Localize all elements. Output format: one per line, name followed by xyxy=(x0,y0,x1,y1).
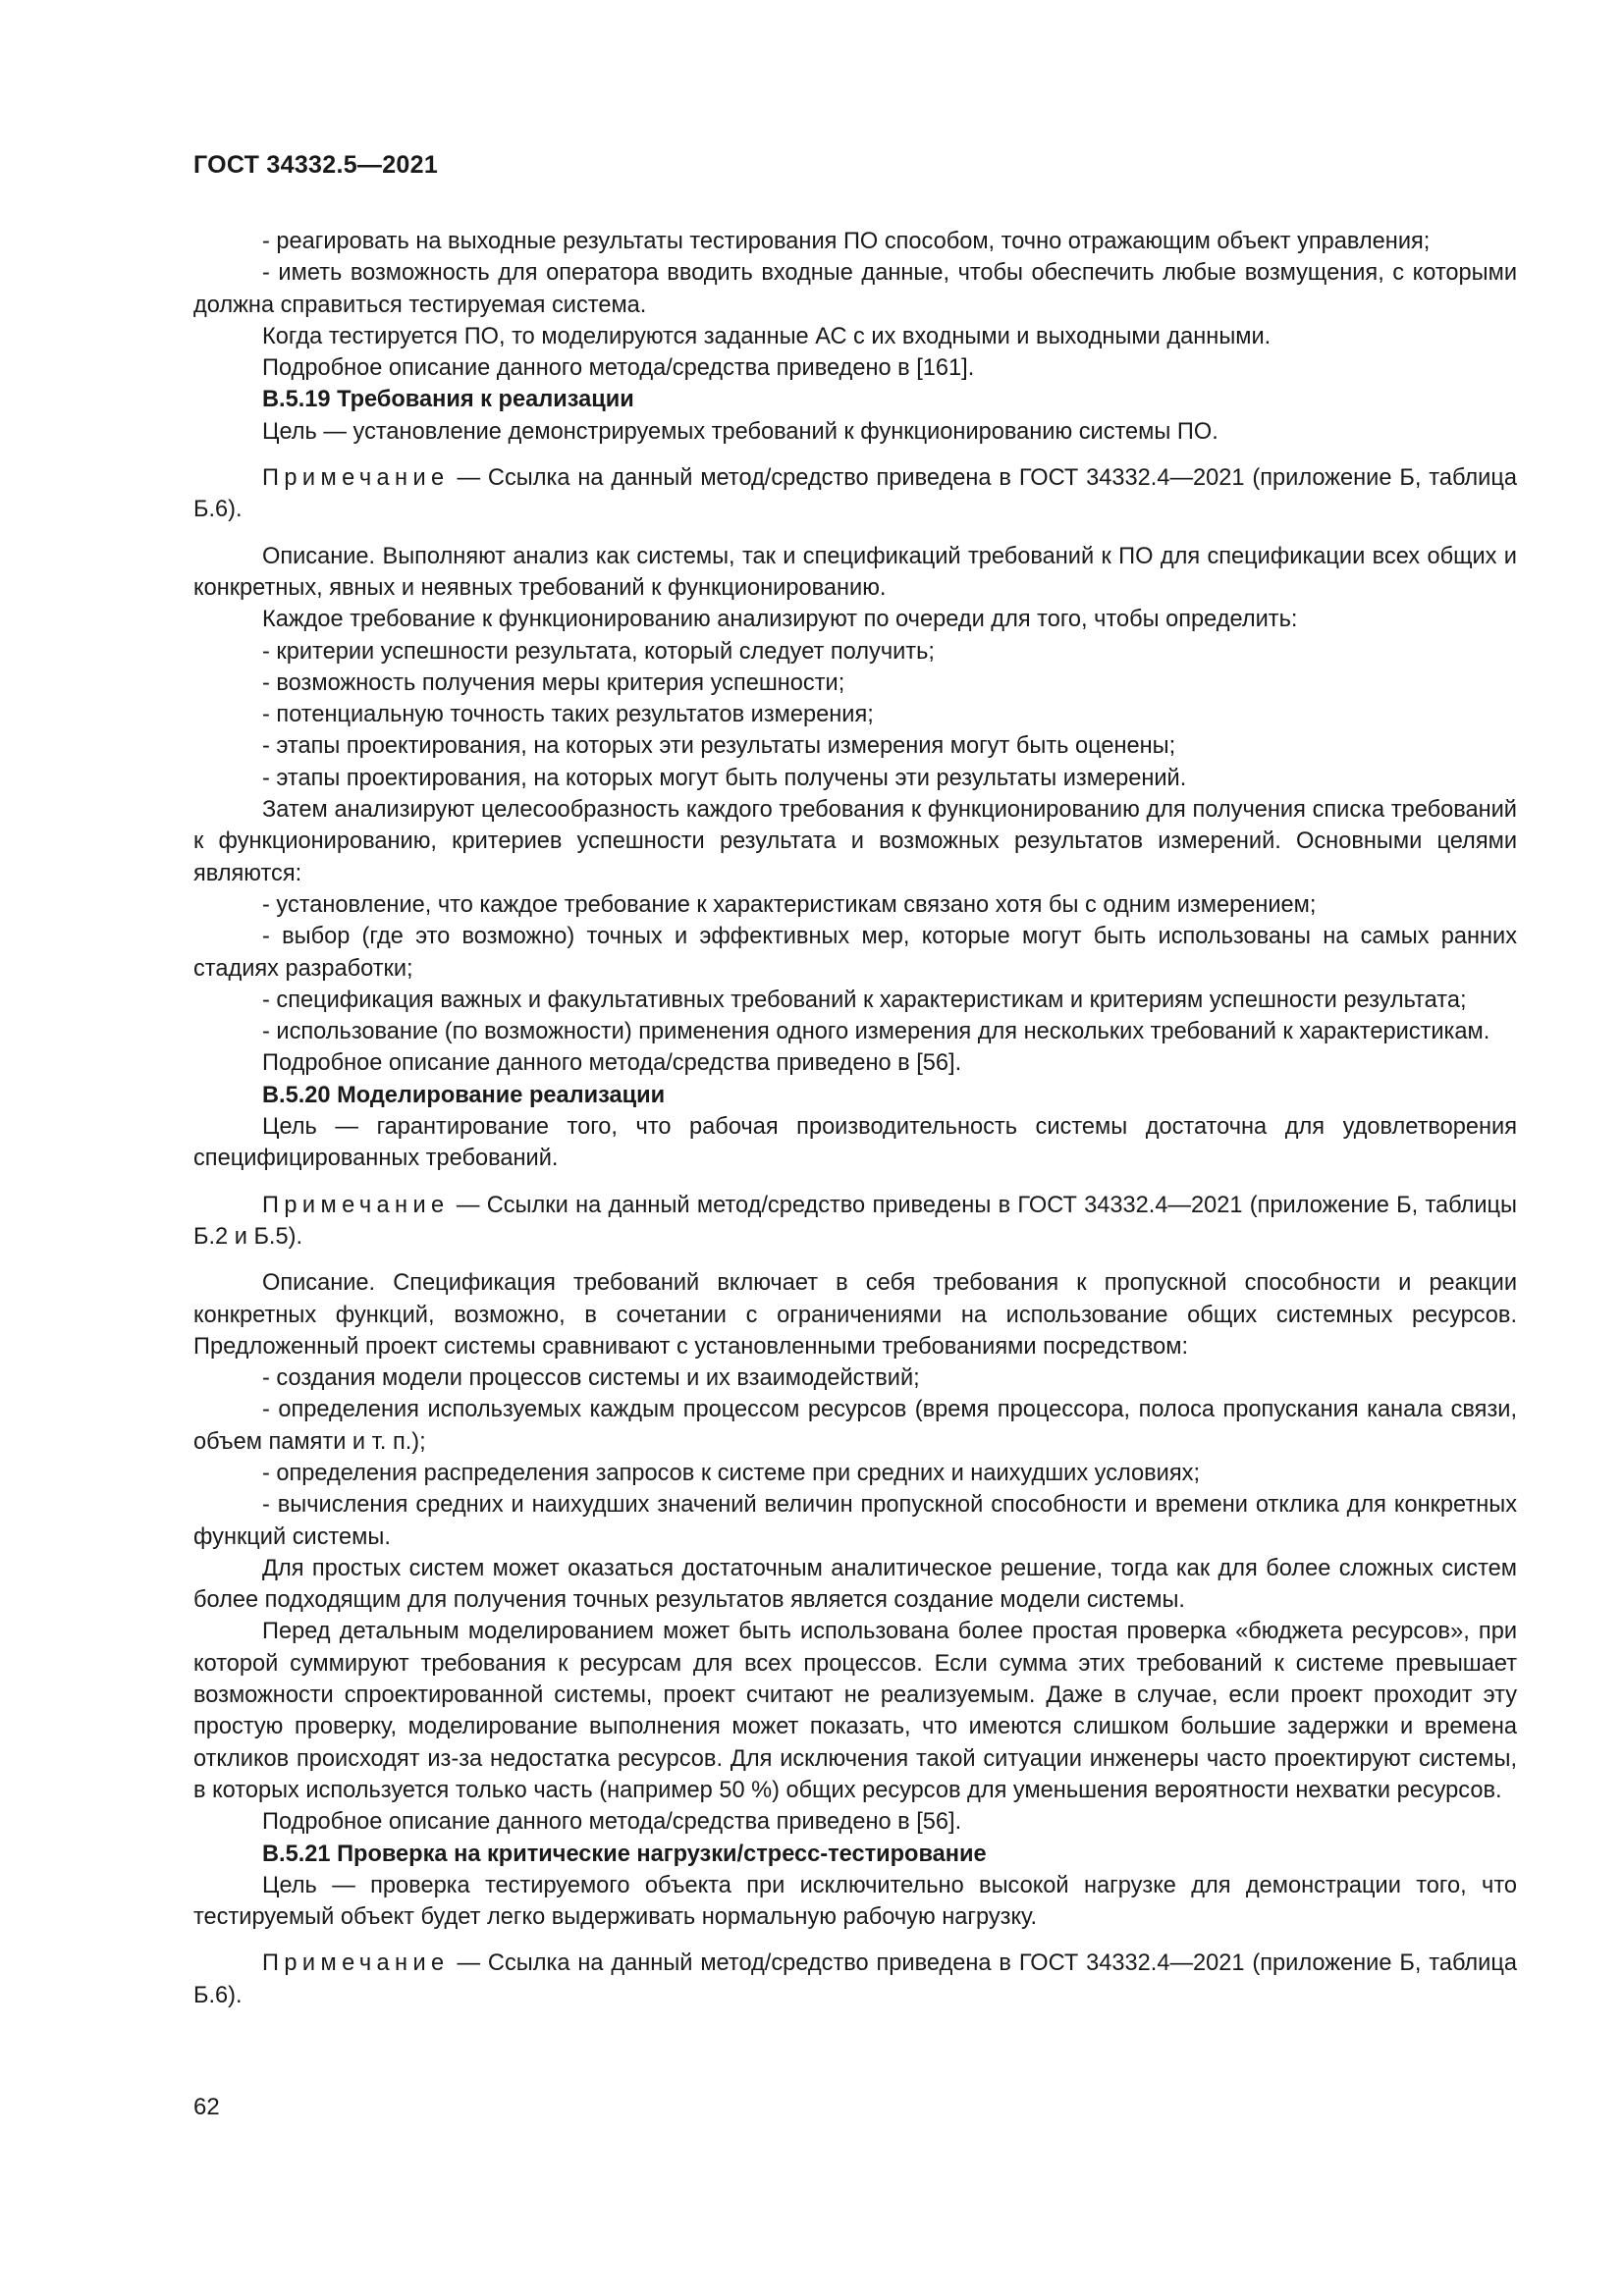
paragraph: Цель — гарантирование того, что рабочая производительность системы достаточна для удовлетворения специфицированных требований. xyxy=(193,1114,1517,1172)
list-item: - определения распределения запросов к системе при средних и наихудших условиях; xyxy=(262,1460,1200,1486)
section-heading-b-5-19: В.5.19 Требования к реализации xyxy=(262,387,634,413)
paragraph: Описание. Выполняют анализ как системы, так и спецификаций требований к ПО для спецификации всех общих и конкретных, явных и неявных требований к функционированию. xyxy=(193,543,1517,601)
paragraph: Каждое требование к функционированию анализируют по очереди для того, чтобы определить: xyxy=(262,607,1298,633)
note-label: Примечание xyxy=(262,1192,450,1218)
list-item: - выбор (где это возможно) точных и эффективных мер, которые могут быть использованы на самых ранних стадиях разработки; xyxy=(193,924,1517,982)
paragraph: - иметь возможность для оператора вводить входные данные, чтобы обеспечить любые возмущения, с которыми должна справиться тестируемая система. xyxy=(193,260,1517,318)
list-item: - использование (по возможности) применения одного измерения для нескольких требований к характеристикам. xyxy=(262,1019,1490,1045)
list-item: - этапы проектирования, на которых могут быть получены эти результаты измерений. xyxy=(262,765,1187,791)
list-item: - критерии успешности результата, который следует получить; xyxy=(262,638,935,665)
list-item: - определения используемых каждым процессом ресурсов (время процессора, полоса пропускания канала связи, объем памяти и т. п.); xyxy=(193,1397,1517,1455)
document-body xyxy=(193,226,1517,2011)
list-item: - вычисления средних и наихудших значений величин пропускной способности и времени отклика для конкретных функций системы. xyxy=(193,1492,1517,1550)
paragraph: - реагировать на выходные результаты тестирования ПО способом, точно отражающим объект управления; xyxy=(262,229,1431,254)
paragraph: Затем анализируют целесообразность каждого требования к функционированию для получения списка требований к функционированию, критериев успешности результата и возможных результатов измерений. Основными целями являются: xyxy=(193,797,1517,886)
list-item: - возможность получения меры критерия успешности; xyxy=(262,669,845,696)
paragraph: Цель — проверка тестируемого объекта при исключительно высокой нагрузке для демонстрации того, что тестируемый объект будет легко выдерживать нормальную рабочую нагрузку. xyxy=(193,1872,1517,1931)
note-label: Примечание xyxy=(262,1950,450,1977)
list-item: - установление, что каждое требование к характеристикам связано хотя бы с одним измерением; xyxy=(262,891,1317,918)
note-text: — Ссылка на данный метод/средство приведена в ГОСТ 34332.4—2021 (приложение Б, таблица Б.6). xyxy=(193,465,1517,523)
document-header: ГОСТ 34332.5—2021 xyxy=(193,151,439,179)
note xyxy=(193,1948,1517,2011)
list-item: - этапы проектирования, на которых эти результаты измерения могут быть оценены; xyxy=(262,733,1176,760)
paragraph: Описание. Спецификация требований включает в себя требования к пропускной способности и реакции конкретных функций, возможно, в сочетании с ограничениями на использование общих системных ресурсов. Предложенный проект системы сравнивают с установленными требованиями посредством: xyxy=(193,1270,1517,1360)
list-item: - спецификация важных и факультативных требований к характеристикам и критериям успешности результата; xyxy=(262,987,1467,1013)
list-item: - потенциальную точность таких результатов измерения; xyxy=(262,702,874,728)
note xyxy=(193,1190,1517,1254)
paragraph: Подробное описание данного метода/средства приведено в [56]. xyxy=(262,1809,962,1836)
note-text: — Ссылки на данный метод/средство приведены в ГОСТ 34332.4—2021 (приложение Б, таблицы Б.2 и Б.5). xyxy=(193,1192,1517,1250)
paragraph: Для простых систем может оказаться достаточным аналитическое решение, тогда как для более сложных систем более подходящим для получения точных результатов является создание модели системы. xyxy=(193,1555,1517,1614)
paragraph: Когда тестируется ПО, то моделируются заданные АС с их входными и выходными данными. xyxy=(262,323,1272,349)
page-number: 62 xyxy=(193,2094,220,2120)
paragraph: Подробное описание данного метода/средства приведено в [161]. xyxy=(262,355,975,382)
list-item: - создания модели процессов системы и их взаимодействий; xyxy=(262,1365,920,1392)
paragraph: Подробное описание данного метода/средства приведено в [56]. xyxy=(262,1050,962,1077)
section-heading-b-5-21: В.5.21 Проверка на критические нагрузки/стресс-тестирование xyxy=(262,1841,987,1867)
note-text: — Ссылка на данный метод/средство приведена в ГОСТ 34332.4—2021 (приложение Б, таблица Б.6). xyxy=(193,1950,1517,2008)
note xyxy=(193,462,1517,526)
paragraph: Перед детальным моделированием может быть использована более простая проверка «бюджета ресурсов», при которой суммируют требования к ресурсам для всех процессов. Если сумма этих требований к системе превышает возможности спроектированной системы, проект считают не реализуемым. Даже в случае, если проект проходит эту простую проверку, моделирование выполнения может показать, что имеются слишком большие задержки и времена откликов происходят из-за недостатка ресурсов. Для исключения такой ситуации инженеры часто проектируют системы, в которых используется только часть (например 50 %) общих ресурсов для уменьшения вероятности нехватки ресурсов. xyxy=(193,1619,1517,1803)
note-label: Примечание xyxy=(262,465,450,492)
paragraph: Цель — установление демонстрируемых требований к функционированию системы ПО. xyxy=(262,418,1218,445)
section-heading-b-5-20: В.5.20 Моделирование реализации xyxy=(262,1082,666,1108)
